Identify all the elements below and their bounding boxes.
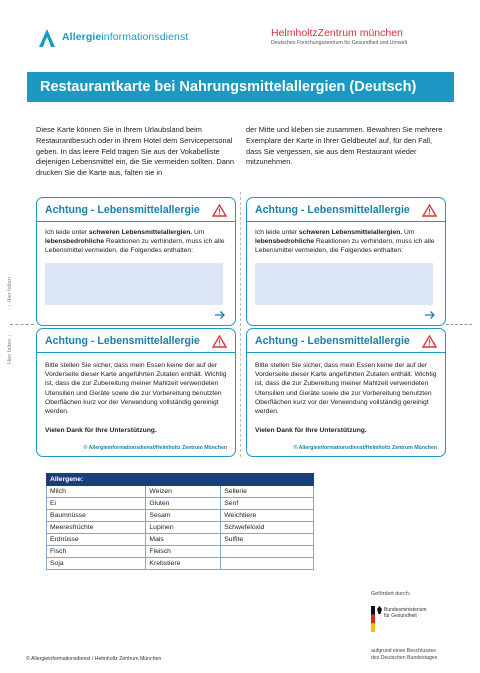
table-cell: Weizen bbox=[146, 486, 221, 498]
table-cell: Sesam bbox=[146, 510, 221, 522]
table-cell: Fleisch bbox=[146, 546, 221, 558]
page-title: Restaurantkarte bei Nahrungsmittelallergien (Deutsch) bbox=[27, 72, 454, 102]
card-front-right bbox=[246, 197, 446, 326]
table-cell: Soja bbox=[47, 558, 146, 570]
card-back-left bbox=[36, 328, 236, 457]
table-cell: Erdnüsse bbox=[47, 534, 146, 546]
allergen-table bbox=[46, 473, 314, 570]
allergen-table-header-cell: Allergene: bbox=[47, 474, 146, 486]
card-divider bbox=[37, 221, 235, 222]
arrow-right-icon bbox=[214, 310, 226, 320]
table-row bbox=[47, 522, 314, 534]
bundestag-decree: aufgrund eines Beschlusses des Deutschen Bundestages bbox=[371, 648, 438, 661]
warning-icon bbox=[422, 335, 437, 348]
table-cell: Schwefeloxid bbox=[221, 522, 314, 534]
card-copyright: © Allergieinformationsdienst/Helmholtz Zentrum München bbox=[293, 445, 437, 451]
allergen-entry-field[interactable] bbox=[45, 263, 223, 305]
card-divider bbox=[37, 352, 235, 353]
allergy-logo-icon bbox=[36, 27, 58, 49]
card-back-right bbox=[246, 328, 446, 457]
fold-line-right bbox=[446, 324, 472, 325]
helmholtz-logo-subtitle: Deutsches Forschungszentrum für Gesundheit und Umwelt bbox=[271, 40, 408, 46]
card-front-left bbox=[36, 197, 236, 326]
warning-icon bbox=[212, 335, 227, 348]
german-flag-icon bbox=[371, 606, 375, 632]
warning-icon bbox=[212, 204, 227, 217]
intro-text-left: Diese Karte können Sie in Ihrem Urlaubsland beim Restaurantbesuch oder in Ihrem Hotel dem Servicepersonal geben. In das leere Feld tragen Sie aus der Vokabelliste diejenigen Lebensmittel ein, die Sie vermeiden sollten. Dann drucken Sie die Karte aus, falten sie in bbox=[36, 125, 235, 178]
table-row bbox=[47, 486, 314, 498]
arrow-right-icon bbox=[424, 310, 436, 320]
table-row bbox=[47, 546, 314, 558]
table-cell bbox=[221, 546, 314, 558]
table-cell: Fisch bbox=[47, 546, 146, 558]
table-row bbox=[47, 498, 314, 510]
card-back-text: Bitte stellen Sie sicher, dass mein Essen keine der auf der Vorderseite dieser Karte angeführten Zutaten enthält. Wichtig ist, dass die zur Zubereitung meiner Mahlzeit verwendeten Utensilien und Geräte sowie die zur Vorbereitung benutzten Oberflächen kurz vor der Verwendung vollständig gereinigt werden. bbox=[255, 362, 437, 416]
table-cell: Krebstiere bbox=[146, 558, 221, 570]
fold-line-vertical bbox=[240, 192, 241, 457]
table-row bbox=[47, 558, 314, 570]
card-heading: Achtung - Lebensmittelallergie bbox=[255, 335, 410, 347]
fold-line-left bbox=[10, 324, 34, 325]
table-row bbox=[47, 534, 314, 546]
table-cell bbox=[221, 558, 314, 570]
table-row bbox=[47, 510, 314, 522]
allergy-logo-text: Allergieinformationsdienst bbox=[62, 31, 189, 43]
card-copyright: © Allergieinformationsdienst/Helmholtz Zentrum München bbox=[83, 445, 227, 451]
card-heading: Achtung - Lebensmittelallergie bbox=[45, 335, 200, 347]
card-back-text: Bitte stellen Sie sicher, dass mein Essen keine der auf der Vorderseite dieser Karte angeführten Zutaten enthält. Wichtig ist, dass die zur Zubereitung meiner Mahlzeit verwendeten Utensilien und Geräte sowie die zur Vorbereitung benutzten Oberflächen kurz vor der Verwendung vollständig gereinigt werden. bbox=[45, 362, 227, 416]
card-heading: Achtung - Lebensmittelallergie bbox=[255, 204, 410, 216]
card-divider bbox=[247, 352, 445, 353]
eagle-emblem-icon bbox=[377, 606, 382, 614]
card-thanks: Vielen Dank für Ihre Unterstützung. bbox=[45, 427, 157, 434]
footer-copyright: © Allergieinformationsdienst / Helmholtz Zentrum München bbox=[26, 656, 162, 662]
table-cell: Mais bbox=[146, 534, 221, 546]
table-cell: Sulfite bbox=[221, 534, 314, 546]
ministry-name: Bundesministerium für Gesundheit bbox=[384, 607, 427, 620]
intro-text-right: der Mitte und kleben sie zusammen. Bewahren Sie mehrere Exemplare der Karte in Ihrer Geldbeutel auf, für den Fall, dass Sie vergessen, sie aus dem Restaurant wieder mitzunehmen. bbox=[246, 125, 443, 167]
warning-icon bbox=[422, 204, 437, 217]
fold-label-lower: Hier falten ↓ bbox=[7, 334, 13, 364]
allergen-table-header bbox=[47, 474, 314, 486]
fold-label-upper: ↓ Hier falten bbox=[7, 277, 13, 307]
card-front-text: Ich leide unter schweren Lebensmittelallergien. Um lebensbedrohliche Reaktionen zu verhindern, muss ich alle Lebensmittel vermeiden, die Folgendes enthalten: bbox=[255, 229, 435, 255]
table-cell: Ei bbox=[47, 498, 146, 510]
card-thanks: Vielen Dank für Ihre Unterstützung. bbox=[255, 427, 367, 434]
allergen-entry-field[interactable] bbox=[255, 263, 433, 305]
helmholtz-logo-title: HelmholtzZentrum münchen bbox=[271, 27, 403, 39]
card-divider bbox=[247, 221, 445, 222]
table-cell: Gluten bbox=[146, 498, 221, 510]
card-front-text: Ich leide unter schweren Lebensmittelallergien. Um lebensbedrohliche Reaktionen zu verhindern, muss ich alle Lebensmittel vermeiden, die Folgendes enthalten: bbox=[45, 229, 225, 255]
funded-by-label: Gefördert durch: bbox=[371, 591, 411, 597]
table-cell: Milch bbox=[47, 486, 146, 498]
table-cell: Sellerie bbox=[221, 486, 314, 498]
table-cell: Baumnüsse bbox=[47, 510, 146, 522]
table-cell: Meeresfrüchte bbox=[47, 522, 146, 534]
table-cell: Lupinen bbox=[146, 522, 221, 534]
card-heading: Achtung - Lebensmittelallergie bbox=[45, 204, 200, 216]
table-cell: Weichtiere bbox=[221, 510, 314, 522]
table-cell: Senf bbox=[221, 498, 314, 510]
